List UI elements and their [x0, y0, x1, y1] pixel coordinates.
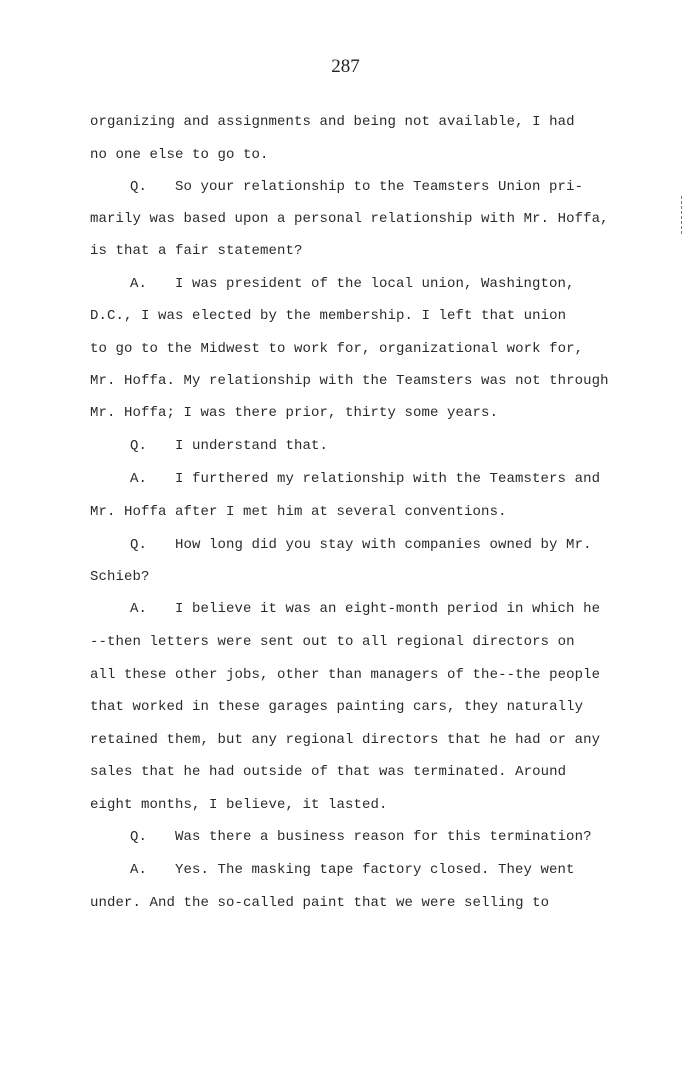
- transcript-line: Mr. Hoffa after I met him at several conventions.: [90, 504, 507, 520]
- speaker-label: Q.: [130, 438, 148, 454]
- transcript-line: Mr. Hoffa; I was there prior, thirty some years.: [90, 405, 499, 421]
- line-text: Was there a business reason for this termination?: [175, 829, 592, 845]
- speaker-label: Q.: [130, 829, 148, 845]
- speaker-label: A.: [130, 862, 148, 878]
- line-text: I understand that.: [175, 438, 329, 454]
- speaker-label: A.: [130, 601, 148, 617]
- transcript-line: eight months, I believe, it lasted.: [90, 797, 388, 813]
- transcript-line: all these other jobs, other than managers of the--the people: [90, 667, 601, 683]
- line-text: I believe it was an eight-month period in which he: [175, 601, 601, 617]
- transcript-line: no one else to go to.: [90, 147, 269, 163]
- transcript-line: is that a fair statement?: [90, 243, 303, 259]
- transcript-line: that worked in these garages painting cars, they naturally: [90, 699, 584, 715]
- line-text: I furthered my relationship with the Teamsters and: [175, 471, 601, 487]
- speaker-label: A.: [130, 471, 148, 487]
- transcript-line: organizing and assignments and being not available, I had: [90, 114, 575, 130]
- transcript-line: --then letters were sent out to all regional directors on: [90, 634, 575, 650]
- line-text: So your relationship to the Teamsters Union pri-: [175, 179, 584, 195]
- margin-mark: [681, 196, 682, 234]
- speaker-label: A.: [130, 276, 148, 292]
- transcript-line: Schieb?: [90, 569, 150, 585]
- line-text: Yes. The masking tape factory closed. They went: [175, 862, 575, 878]
- speaker-label: Q.: [130, 179, 148, 195]
- transcript-line: sales that he had outside of that was terminated. Around: [90, 764, 567, 780]
- line-text: I was president of the local union, Washington,: [175, 276, 575, 292]
- page-number: 287: [331, 56, 360, 77]
- transcript-line: marily was based upon a personal relationship with Mr. Hoffa,: [90, 211, 609, 227]
- transcript-line: Mr. Hoffa. My relationship with the Teamsters was not through: [90, 373, 609, 389]
- transcript-line: D.C., I was elected by the membership. I left that union: [90, 308, 567, 324]
- transcript-line: retained them, but any regional directors that he had or any: [90, 732, 601, 748]
- transcript-line: under. And the so-called paint that we were selling to: [90, 895, 550, 911]
- line-text: How long did you stay with companies owned by Mr.: [175, 537, 592, 553]
- transcript-line: to go to the Midwest to work for, organizational work for,: [90, 341, 584, 357]
- speaker-label: Q.: [130, 537, 148, 553]
